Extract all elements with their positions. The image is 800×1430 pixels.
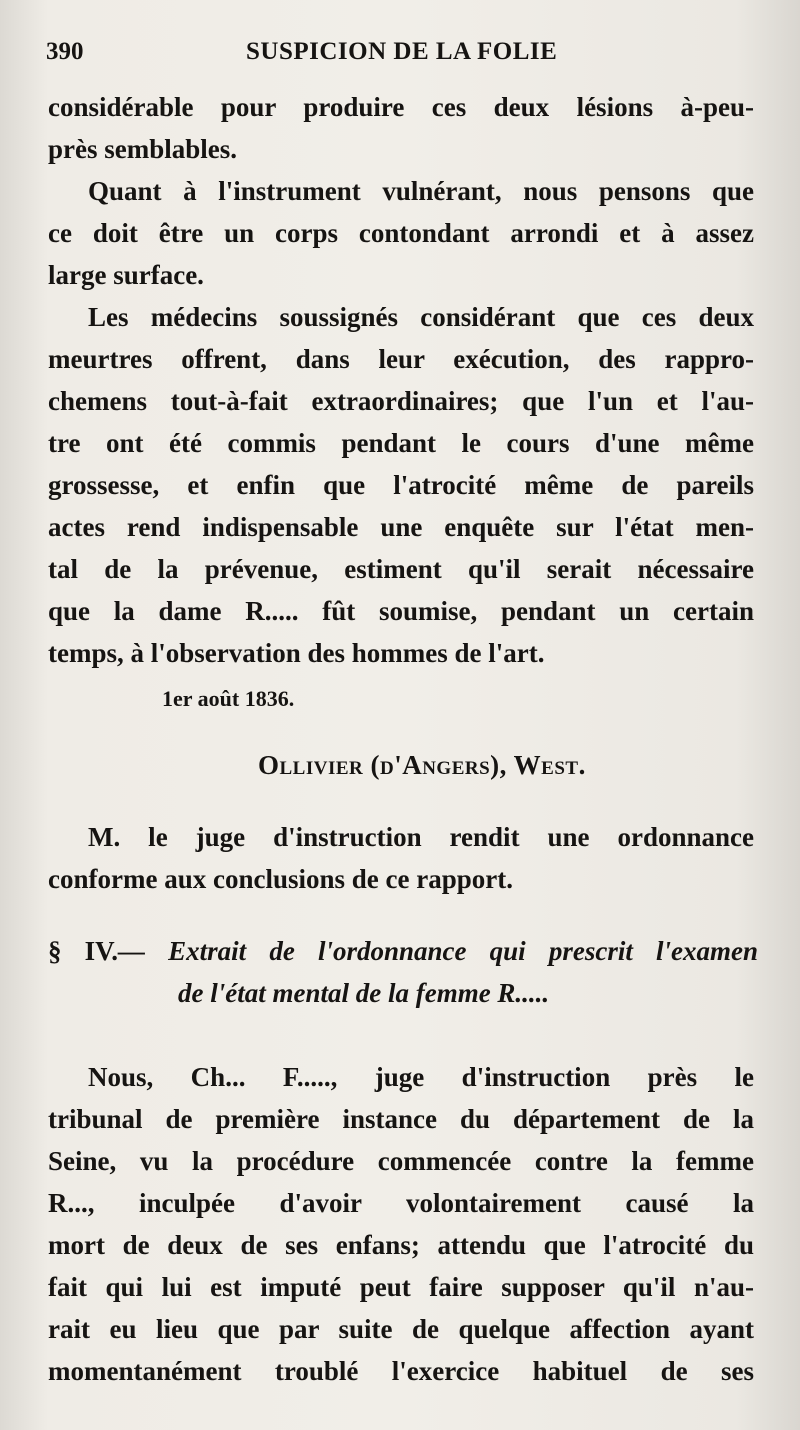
text-line: tre ont été commis pendant le cours d'une même [48,428,754,458]
text-line: tal de la prévenue, estiment qu'il serait nécessaire [48,554,754,584]
paragraph-instrument [48,170,754,296]
section-heading-line [48,930,758,972]
paragraph-juge [48,816,754,900]
text-line: Nous, Ch... F....., juge d'instruction près le [88,1062,754,1092]
text-line: M. le juge d'instruction rendit une ordonnance [88,822,754,852]
page-number: 390 [46,38,84,65]
text-line: large surface. [48,260,204,290]
paragraph-medecins [48,296,754,674]
paragraph-nous [48,1056,754,1392]
text-line: chemens tout-à-fait extraordinaires; que l'un et l'au- [48,386,754,416]
report-date: 1er août 1836. [162,686,295,711]
text-line: considérable pour produire ces deux lésions à-peu- [48,92,754,122]
text-line: ce doit être un corps contondant arrondi et à assez [48,218,754,248]
text-line: momentanément troublé l'exercice habituel de ses [48,1356,754,1386]
text-line: grossesse, et enfin que l'atrocité même de pareils [48,470,754,500]
paragraph-continuation [48,86,754,170]
text-line: que la dame R..... fût soumise, pendant un certain [48,596,754,626]
text-line: près semblables. [48,134,237,164]
text-line: Seine, vu la procédure commencée contre la femme [48,1146,754,1176]
section-mark: § IV. [48,936,118,966]
page-header [46,38,754,74]
signatures: Ollivier (d'Angers), West. [258,750,586,780]
text-line: mort de deux de ses enfans; attendu que l'atrocité du [48,1230,754,1260]
text-line: actes rend indispensable une enquête sur l'état men- [48,512,754,542]
text-line: meurtres offrent, dans leur exécution, des rappro- [48,344,754,374]
text-line: tribunal de première instance du département de la [48,1104,754,1134]
text-line: R..., inculpée d'avoir volontairement causé la [48,1188,754,1218]
section-heading [48,930,758,1014]
text-line: temps, à l'observation des hommes de l'art. [48,638,545,668]
text-line: Quant à l'instrument vulnérant, nous pensons que [88,176,754,206]
text-line: Les médecins soussignés considérant que ces deux [88,302,754,332]
section-title-line1: — Extrait de l'ordonnance qui prescrit l'examen [117,936,759,966]
running-title: SUSPICION DE LA FOLIE [246,38,558,65]
text-line: rait eu lieu que par suite de quelque affection ayant [48,1314,754,1344]
section-title-line2: de l'état mental de la femme R..... [178,978,550,1008]
text-line: conforme aux conclusions de ce rapport. [48,864,513,894]
text-line: fait qui lui est imputé peut faire supposer qu'il n'au- [48,1272,754,1302]
